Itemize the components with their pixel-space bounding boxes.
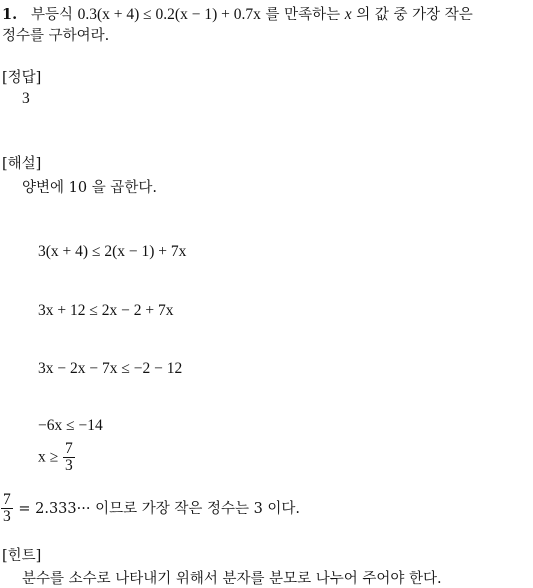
problem-variable: x bbox=[344, 6, 352, 23]
conclusion-text: = 2.333··· 이므로 가장 작은 정수는 3 이다. bbox=[18, 500, 301, 517]
fraction-denominator: 3 bbox=[3, 508, 11, 526]
solution-step-2: 3x + 12 ≤ 2x − 2 + 7x bbox=[38, 302, 174, 319]
conclusion-fraction bbox=[1, 492, 13, 526]
fraction-numerator: 7 bbox=[65, 440, 73, 457]
problem-inequality: 0.3(x + 4) ≤ 0.2(x − 1) + 0.7x bbox=[77, 6, 261, 23]
step-5-fraction bbox=[63, 441, 75, 475]
solution-label: [해설] bbox=[2, 156, 42, 172]
problem-text-b: 를 만족하는 bbox=[265, 7, 341, 23]
solution-step-5 bbox=[38, 441, 76, 475]
hint-text: 분수를 소수로 나타내기 위해서 분자를 분모로 나누어 주어야 한다. bbox=[22, 571, 442, 587]
solution-step-1: 3(x + 4) ≤ 2(x − 1) + 7x bbox=[38, 243, 187, 260]
fraction-numerator: 7 bbox=[3, 491, 11, 508]
step-5-lhs: x ≥ bbox=[38, 448, 59, 466]
problem-line-2: 정수를 구하여라. bbox=[2, 28, 110, 44]
problem-number: 1. bbox=[2, 6, 18, 23]
solution-step-4: −6x ≤ −14 bbox=[38, 417, 103, 434]
hint-label: [힌트] bbox=[2, 548, 42, 564]
answer-label: [정답] bbox=[2, 70, 42, 86]
problem-text-c: 의 값 중 가장 작은 bbox=[356, 7, 473, 23]
problem-text-a: 부등식 bbox=[30, 7, 73, 23]
solution-intro: 양변에 10 을 곱한다. bbox=[22, 180, 157, 196]
answer-value: 3 bbox=[22, 90, 30, 107]
fraction-denominator: 3 bbox=[65, 457, 73, 475]
solution-step-3: 3x − 2x − 7x ≤ −2 − 12 bbox=[38, 360, 183, 377]
solution-conclusion bbox=[0, 492, 300, 526]
problem-line-1 bbox=[2, 3, 473, 24]
